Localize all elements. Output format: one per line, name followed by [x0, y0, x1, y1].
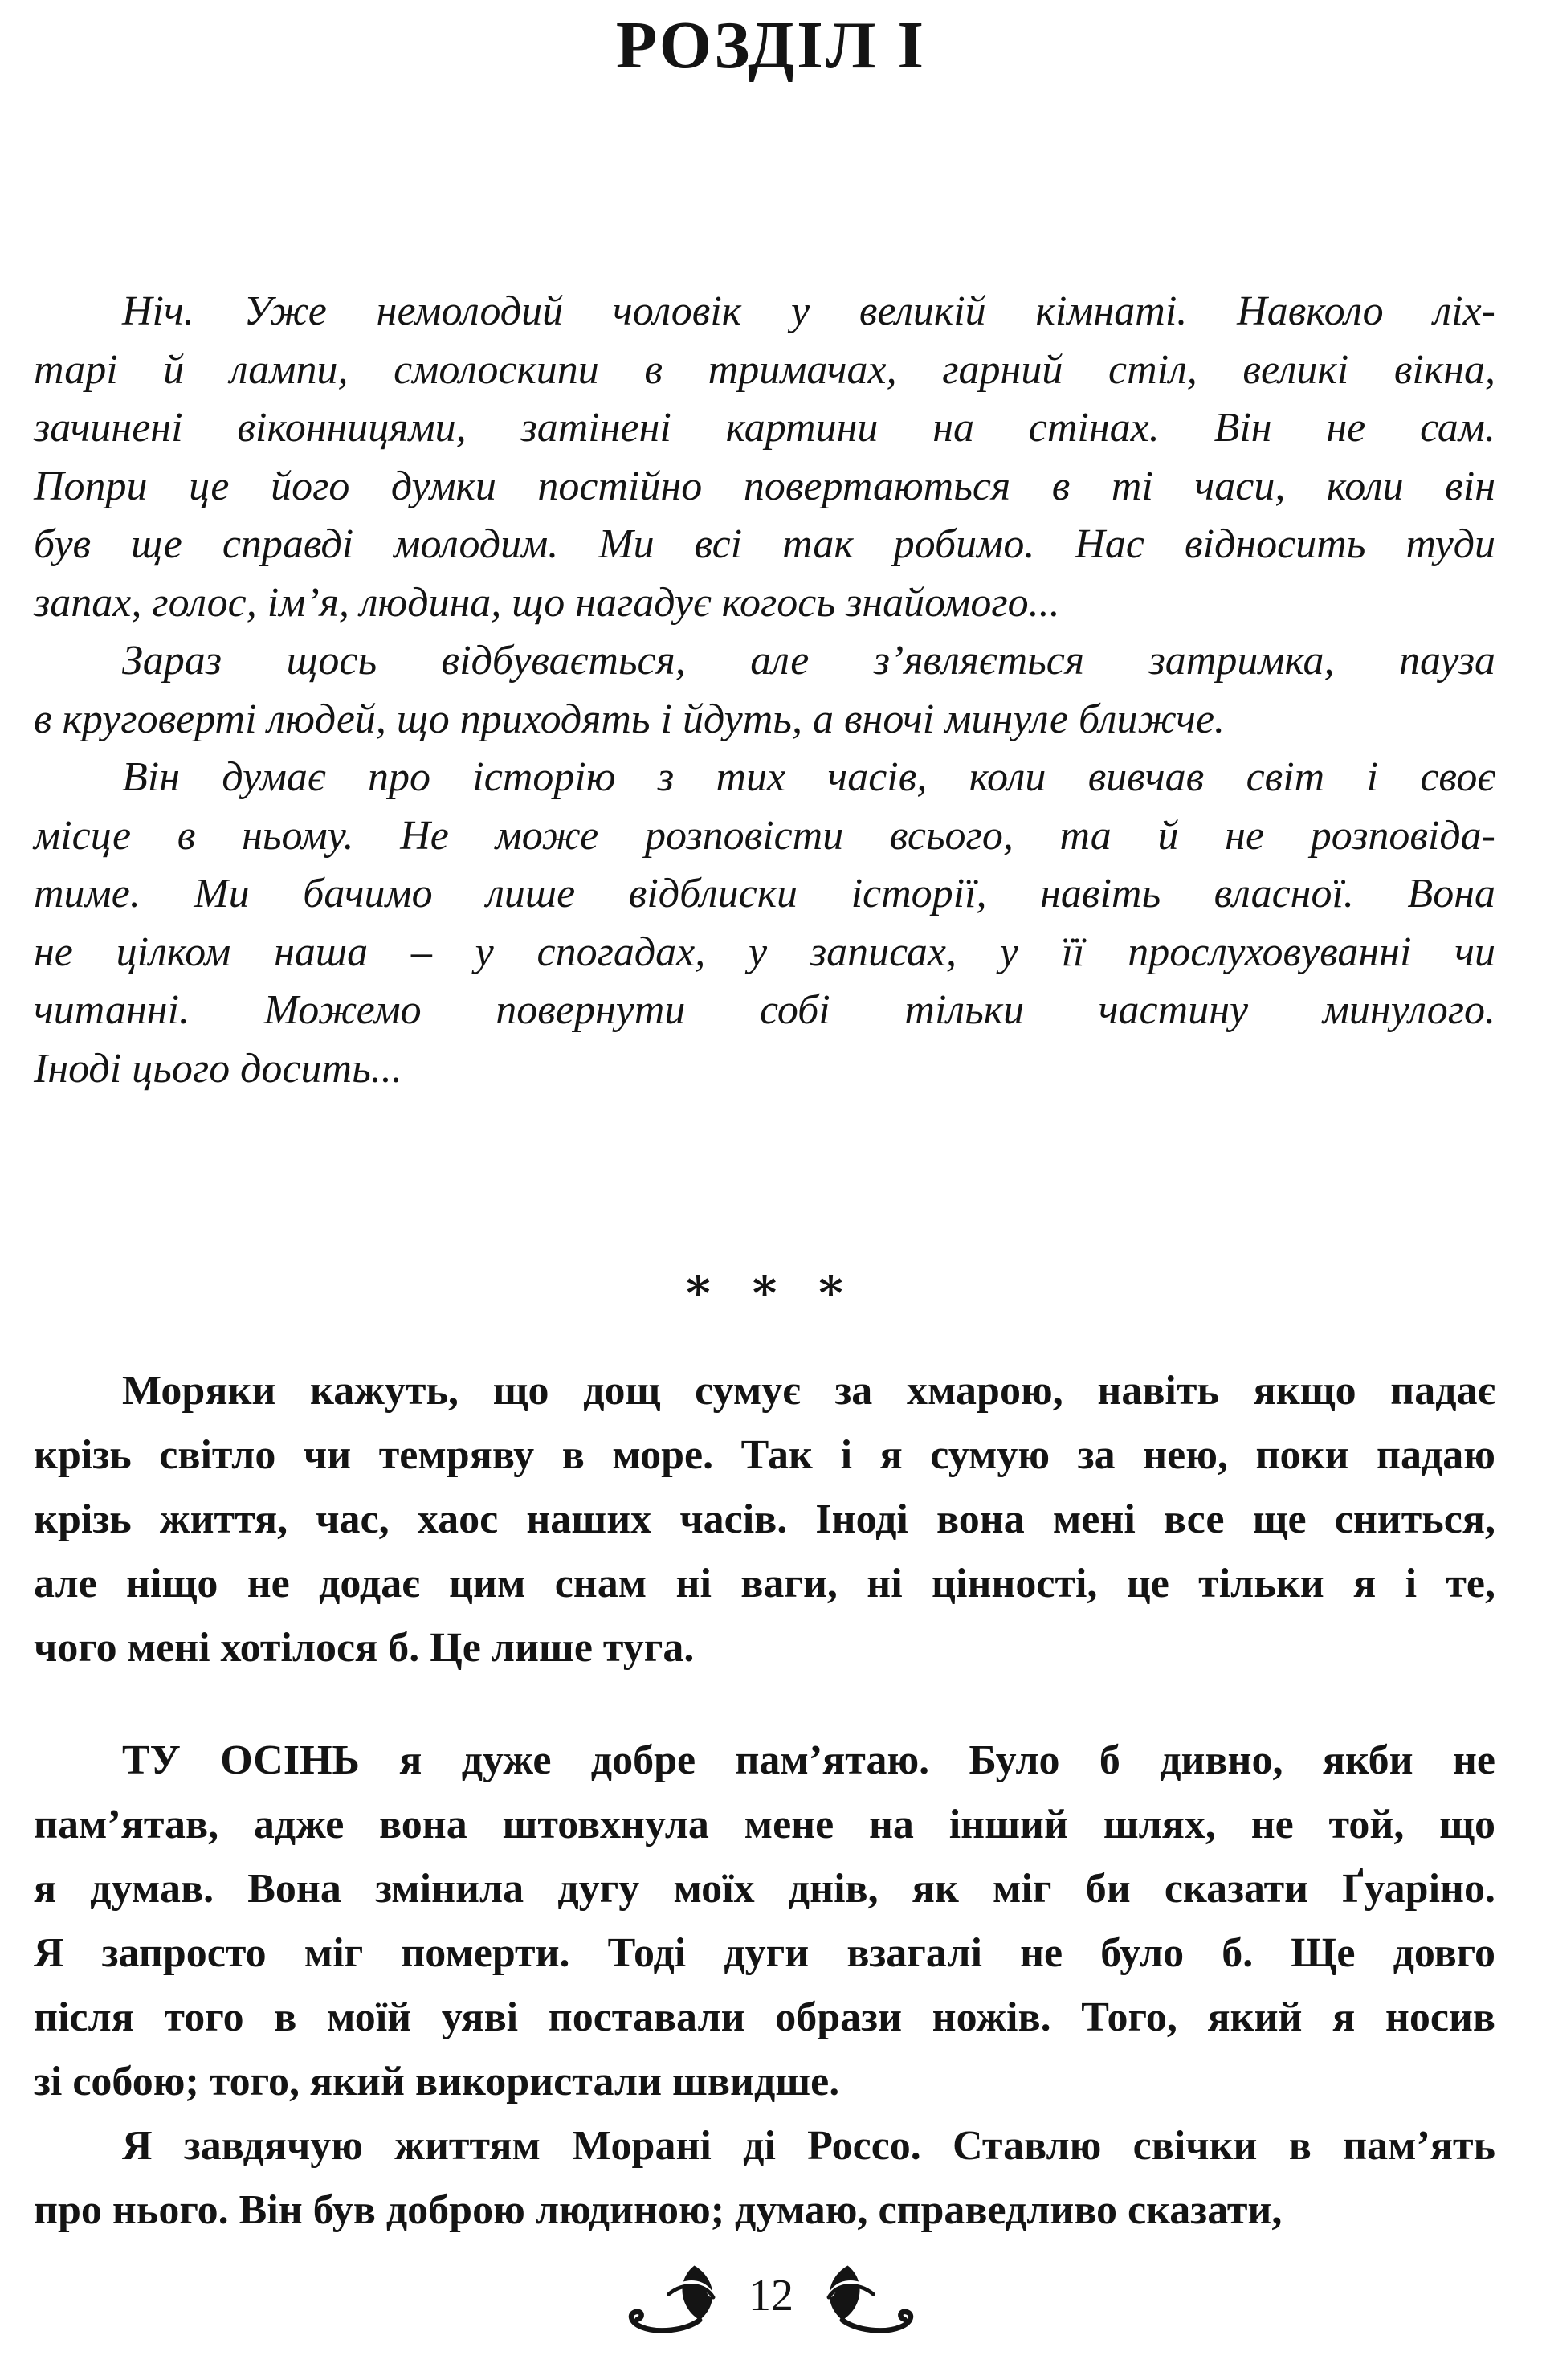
text-line: читанні. Можемо повернути собі тільки частину минулого. — [34, 987, 1495, 1033]
text-line: ТУ ОСІНЬ я дуже добре пам’ятаю. Було б дивно, якби не — [122, 1737, 1495, 1783]
text-line: після того в моїй уяві поставали образи ножів. Того, який я носив — [34, 1994, 1495, 2040]
text-line: про нього. Він був доброю людиною; думаю, справедливо сказати, — [34, 2187, 1283, 2233]
text-line: тарі й лампи, смолоскипи в тримачах, гарний стіл, великі вікна, — [34, 346, 1495, 393]
text-line: Моряки кажуть, що дощ сумує за хмарою, навіть якщо падає — [122, 1368, 1495, 1414]
text-line: місце в ньому. Не може розповісти всього, та й не розповіда- — [34, 812, 1495, 859]
text-line: зачинені віконницями, затінені картини на стінах. Він не сам. — [34, 405, 1495, 451]
text-line: Він думає про історію з тих часів, коли вивчав світ і своє — [122, 754, 1495, 800]
paragraph — [34, 1729, 1495, 2114]
paragraph — [34, 2114, 1495, 2243]
chapter-title: РОЗДІЛ І — [615, 8, 927, 83]
italic-section — [34, 283, 1495, 1098]
text-line: Іноді цього досить... — [34, 1045, 402, 1092]
leaf-ornament-icon — [622, 2260, 728, 2337]
scene-break-asterisks: * * * — [686, 1266, 856, 1321]
page-number: 12 — [749, 2271, 793, 2321]
text-line: був ще справді молодим. Ми всі так робимо. Нас відносить туди — [34, 521, 1495, 567]
scene-gap — [34, 1680, 1495, 1729]
leaf-ornament-icon — [814, 2260, 920, 2337]
text-line: в круговерті людей, що приходять і йдуть, а вночі минуле ближче. — [34, 696, 1226, 742]
text-line: крізь життя, час, хаос наших часів. Іноді вона мені все ще сниться, — [34, 1496, 1495, 1542]
page-footer — [0, 2260, 1542, 2337]
text-line: Зараз щось відбувається, але з’являється затримка, пауза — [122, 638, 1495, 684]
bold-section — [34, 1359, 1495, 2243]
text-line: але ніщо не додає цим снам ні ваги, ні цінності, це тільки я і те, — [34, 1561, 1495, 1606]
text-line: я думав. Вона змінила дугу моїх днів, як міг би сказати Ґуаріно. — [34, 1866, 1495, 1912]
paragraph — [34, 1359, 1495, 1680]
text-line: Попри це його думки постійно повертаються в ті часи, коли він — [34, 463, 1495, 509]
text-line: зі собою; того, який використали швидше. — [34, 2059, 840, 2104]
text-line: запах, голос, ім’я, людина, що нагадує когось знайомого... — [34, 579, 1060, 626]
text-line: Я запросто міг померти. Тоді дуги взагалі не було б. Ще довго — [34, 1930, 1495, 1976]
text-line: чого мені хотілося б. Це лише туга. — [34, 1625, 695, 1671]
text-line: пам’ятав, адже вона штовхнула мене на інший шлях, не той, що — [34, 1802, 1495, 1847]
text-line: Я завдячую життям Морані ді Россо. Ставлю свічки в пам’ять — [122, 2123, 1495, 2169]
paragraph — [34, 632, 1495, 749]
text-line: тиме. Ми бачимо лише відблиски історії, навіть власної. Вона — [34, 871, 1495, 916]
text-line: Ніч. Уже немолодий чоловік у великій кімнаті. Навколо ліх- — [122, 288, 1495, 334]
paragraph — [34, 749, 1495, 1098]
text-line: не цілком наша – у спогадах, у записах, у її прослуховуванні чи — [34, 929, 1495, 975]
paragraph — [34, 283, 1495, 632]
text-line: крізь світло чи темряву в море. Так і я сумую за нею, поки падаю — [34, 1432, 1495, 1478]
